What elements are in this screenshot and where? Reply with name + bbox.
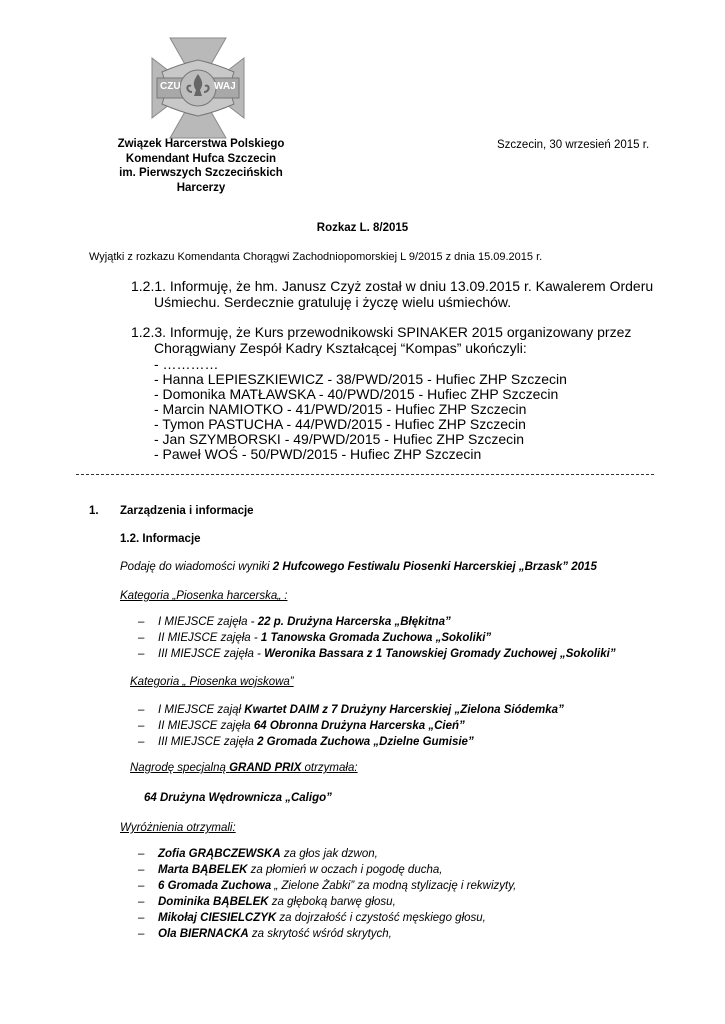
grand-prix-winner: 64 Drużyna Wędrownicza „Caligo” <box>144 792 332 804</box>
subsection-title: 1.2. Informacje <box>120 533 201 545</box>
graduate-list-item: - Domonika MATŁAWSKA - 40/PWD/2015 - Hufiec ZHP Szczecin <box>154 386 559 402</box>
org-line: Komendant Hufca Szczecin <box>125 152 277 165</box>
organization-header <box>96 137 306 195</box>
graduate-list-item: - ………… <box>154 356 219 372</box>
graduate-list-item: - Tymon PASTUCHA - 44/PWD/2015 - Hufiec ZHP Szczecin <box>154 416 526 432</box>
order-title: Rozkaz L. 8/2015 <box>316 222 409 234</box>
festival-intro: Podaję do wiadomości wyniki 2 Hufcowego Festiwalu Piosenki Harcerskiej „Brzask” 2015 <box>120 561 597 573</box>
graduate-list-item: - Hanna LEPIESZKIEWICZ - 38/PWD/2015 - Hufiec ZHP Szczecin <box>154 371 567 387</box>
graduate-list-item: - Paweł WOŚ - 50/PWD/2015 - Hufiec ZHP Szczecin <box>154 446 482 462</box>
festival-name: 2 Hufcowego Festiwalu Piosenki Harcerskiej „Brzask” 2015 <box>272 561 597 573</box>
point-123-line1: 1.2.3. Informuję, że Kurs przewodnikowski SPINAKER 2015 organizowany przez <box>131 324 632 340</box>
point-121-line2: Uśmiechu. Serdecznie gratuluję i życzę wielu uśmiechów. <box>154 294 512 310</box>
org-line: Związek Harcerstwa Polskiego <box>117 138 285 150</box>
document-date: Szczecin, 30 wrzesień 2015 r. <box>497 139 650 151</box>
point-121-line1: 1.2.1. Informuję, że hm. Janusz Czyż został w dniu 13.09.2015 r. Kawalerem Orderu <box>131 278 654 294</box>
graduate-list-item: - Marcin NAMIOTKO - 41/PWD/2015 - Hufiec ZHP Szczecin <box>154 401 527 417</box>
org-line: Harcerzy <box>176 181 226 194</box>
category-heading: Kategoria „ Piosenka wojskowa” <box>130 676 294 688</box>
section-title: Zarządzenia i informacje <box>120 505 254 517</box>
excerpt-note: Wyjątki z rozkazu Komendanta Chorągwi Zachodniopomorskiej L 9/2015 z dnia 15.09.2015 r. <box>89 251 543 263</box>
graduate-list-item: - Jan SZYMBORSKI - 49/PWD/2015 - Hufiec ZHP Szczecin <box>154 431 525 447</box>
dashed-separator <box>76 474 654 475</box>
org-line: im. Pierwszych Szczecińskich <box>119 167 283 179</box>
point-123-line2: Chorągwiany Zespół Kadry Kształcącej “Kompas” ukończyli: <box>154 340 527 356</box>
awards-heading: Wyróżnienia otrzymali: <box>120 822 236 834</box>
grand-prix-heading: Nagrodę specjalną GRAND PRIX otrzymała: <box>130 762 358 774</box>
category-heading: Kategoria „Piosenka harcerska„ : <box>120 590 288 602</box>
logo-left-text: CZU <box>160 81 181 92</box>
section-number: 1. <box>89 505 99 517</box>
scout-cross-logo <box>148 28 248 148</box>
logo-right-text: WAJ <box>214 81 236 92</box>
